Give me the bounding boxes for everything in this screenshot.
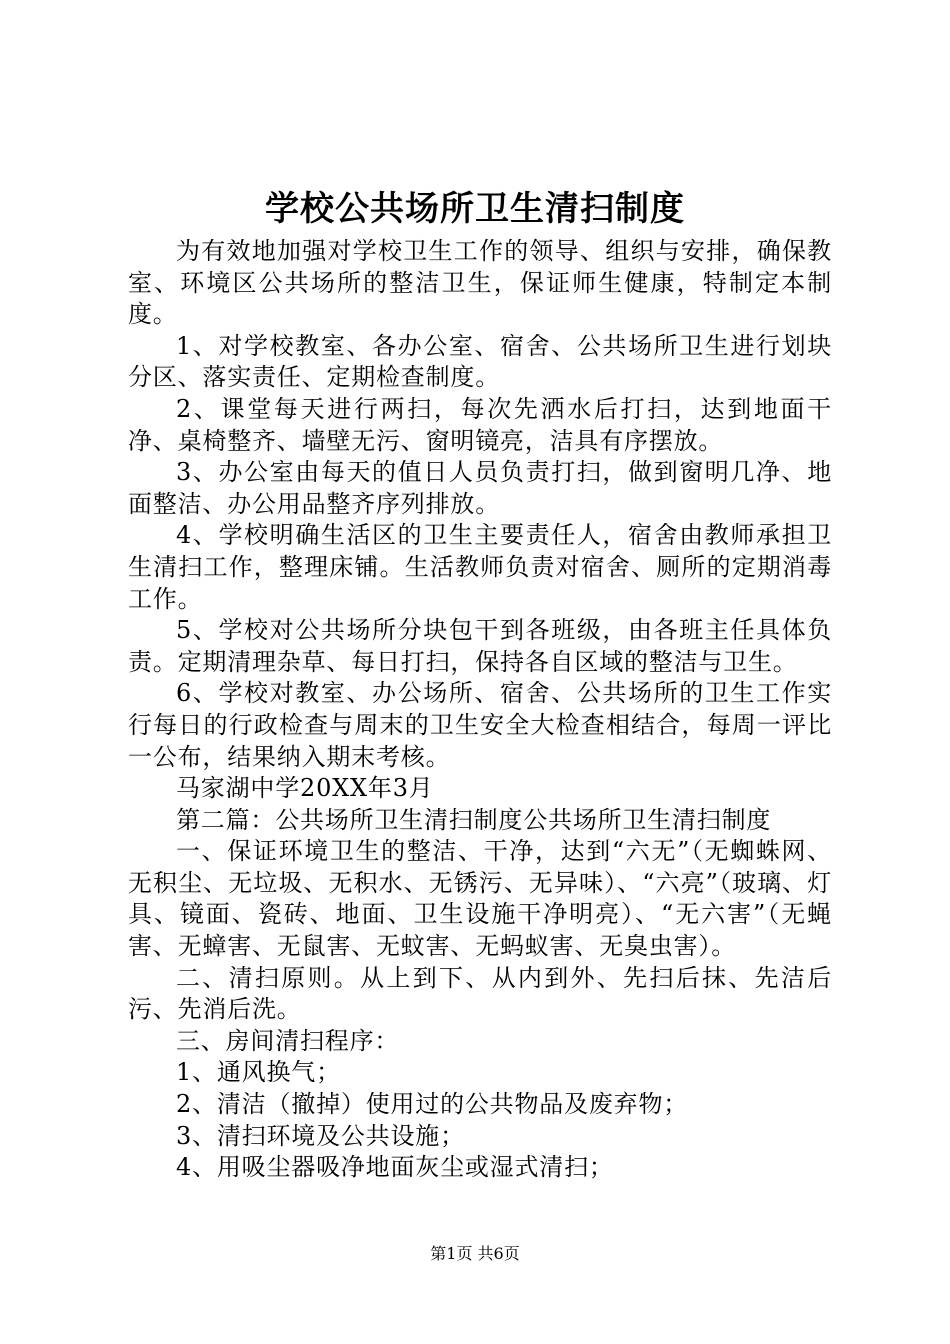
paragraph-step-4: 4、用吸尘器吸净地面灰尘或湿式清扫； — [176, 1153, 614, 1182]
paragraph-step-2: 2、清洁（撤掉）使用过的公共物品及废弃物； — [176, 1090, 689, 1119]
paragraph-item-3: 3、办公室由每天的值日人员负责打扫，做到窗明几净、地面整洁、办公用品整齐序列排放。 — [128, 458, 832, 518]
document-body — [128, 236, 832, 1184]
paragraph-step-3: 3、清扫环境及公共设施； — [176, 1121, 465, 1150]
paragraph-section-3: 三、房间清扫程序： — [176, 1026, 400, 1055]
paragraph-item-1: 1、对学校教室、各办公室、宿舍、公共场所卫生进行划块分区、落实责任、定期检查制度。 — [128, 331, 832, 392]
paragraph-intro: 为有效地加强对学校卫生工作的领导、组织与安排，确保教室、环境区公共场所的整洁卫生，保证师生健康，特制定本制度。 — [128, 237, 832, 329]
document-title: 学校公共场所卫生清扫制度 — [265, 189, 685, 229]
paragraph-item-6: 6、学校对教室、办公场所、宿舍、公共场所的卫生工作实行每日的行政检查与周末的卫生安全大检查相结合，每周一评比一公布，结果纳入期末考核。 — [128, 679, 832, 771]
paragraph-section-heading: 第二篇：公共场所卫生清扫制度公共场所卫生清扫制度 — [176, 805, 772, 834]
paragraph-step-1: 1、通风换气； — [176, 1058, 341, 1087]
paragraph-item-5: 5、学校对公共场所分块包干到各班级，由各班主任具体负责。定期清理杂草、每日打扫，保持各自区域的整洁与卫生。 — [128, 616, 832, 676]
page-footer: 第1页 共6页 — [430, 1244, 520, 1263]
paragraph-item-2: 2、课堂每天进行两扫，每次先洒水后打扫，达到地面干净、桌椅整齐、墙壁无污、窗明镜亮，洁具有序摆放。 — [128, 394, 832, 455]
paragraph-section-2: 二、清扫原则。从上到下、从内到外、先扫后抹、先洁后污、先消后洗。 — [128, 963, 832, 1024]
paragraph-signature: 马家湖中学20XX年3月 — [176, 774, 434, 803]
paragraph-section-1: 一、保证环境卫生的整洁、干净，达到“六无”（无蜘蛛网、无积尘、无垃圾、无积水、无锈污、无异味）、“六亮”（玻璃、灯具、镜面、瓷砖、地面、卫生设施干净明亮）、“无六害”（无蝇害、无蟑害、无鼠害、无蚊害、无蚂蚁害、无臭虫害）。 — [128, 837, 832, 961]
paragraph-item-4: 4、学校明确生活区的卫生主要责任人，宿舍由教师承担卫生清扫工作，整理床铺。生活教师负责对宿舍、厕所的定期消毒工作。 — [128, 521, 832, 613]
